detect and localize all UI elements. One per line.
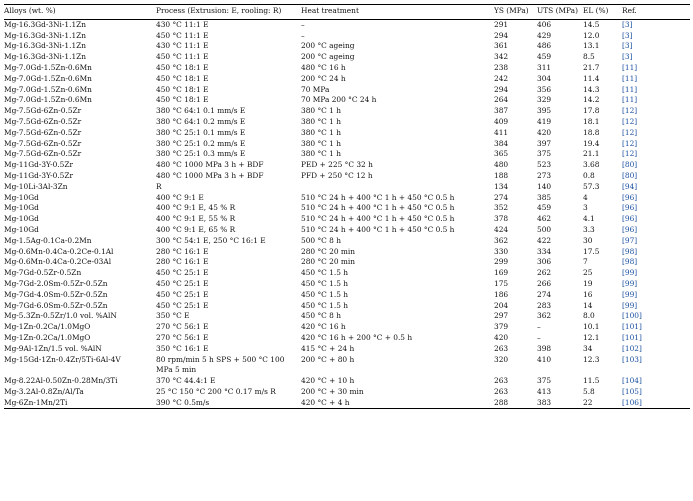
cell-el: 18.8 bbox=[583, 127, 600, 137]
cell-ref[interactable]: [99] bbox=[622, 278, 638, 288]
cell-uts: – bbox=[537, 332, 541, 342]
cell-heat-treatment: – bbox=[301, 30, 305, 40]
table-row bbox=[4, 236, 690, 247]
cell-alloy: Mg-16.3Gd-3Ni-1.1Zn bbox=[4, 19, 87, 29]
cell-heat-treatment: 200 °C + 30 min bbox=[301, 386, 364, 396]
cell-uts: 283 bbox=[537, 300, 552, 310]
cell-alloy: Mg-16.3Gd-3Ni-1.1Zn bbox=[4, 52, 87, 62]
cell-process: 380 °C 64:1 0.2 mm/s E bbox=[156, 116, 246, 126]
cell-uts: 383 bbox=[537, 398, 583, 409]
cell-uts: 306 bbox=[537, 257, 552, 267]
cell-ref[interactable]: [12] bbox=[622, 127, 638, 137]
table-row bbox=[4, 322, 690, 333]
cell-ys: 263 bbox=[494, 386, 509, 396]
table-row bbox=[4, 74, 690, 85]
cell-heat-treatment bbox=[301, 182, 494, 193]
cell-process: 380 °C 25:1 0.2 mm/s E bbox=[156, 138, 246, 148]
cell-process: 450 °C 25:1 E bbox=[156, 268, 209, 278]
cell-ref[interactable]: [104] bbox=[622, 376, 642, 386]
table-row bbox=[4, 268, 690, 279]
cell-ref[interactable]: [99] bbox=[622, 300, 638, 310]
cell-el: 21.7 bbox=[583, 62, 600, 72]
cell-ref[interactable]: [11] bbox=[622, 84, 638, 94]
cell-ref[interactable]: [11] bbox=[622, 73, 638, 83]
cell-uts: 413 bbox=[537, 386, 552, 396]
header-ys: YS (MPa) bbox=[494, 5, 537, 20]
table-row bbox=[4, 117, 690, 128]
cell-process: 390 °C 0.5m/s bbox=[156, 398, 301, 409]
cell-uts: 459 bbox=[537, 203, 552, 213]
cell-uts: 356 bbox=[537, 84, 552, 94]
cell-ys: 365 bbox=[494, 149, 509, 159]
cell-alloy: Mg-10Gd bbox=[4, 224, 39, 234]
cell-alloy: Mg-7.0Gd-1.5Zn-0.6Mn bbox=[4, 95, 92, 105]
cell-ref[interactable]: [3] bbox=[622, 52, 633, 62]
cell-heat-treatment: 380 °C 1 h bbox=[301, 127, 341, 137]
cell-el: 11.4 bbox=[583, 73, 600, 83]
cell-ys: 169 bbox=[494, 268, 509, 278]
cell-el: 17.8 bbox=[583, 106, 600, 116]
cell-process: 400 °C 9:1 E, 55 % R bbox=[156, 214, 236, 224]
cell-process: 430 °C 11:1 E bbox=[156, 19, 209, 29]
cell-ys: 175 bbox=[494, 278, 509, 288]
table-row bbox=[4, 398, 690, 409]
cell-process: 25 °C 150 °C 200 °C 0.17 m/s R bbox=[156, 386, 276, 396]
cell-ref[interactable]: [105] bbox=[622, 386, 642, 396]
cell-el: 19.4 bbox=[583, 138, 600, 148]
cell-heat-treatment: 200 °C 24 h bbox=[301, 73, 346, 83]
cell-process: 450 °C 25:1 E bbox=[156, 300, 209, 310]
cell-ys: 188 bbox=[494, 170, 509, 180]
cell-el: 5.8 bbox=[583, 386, 595, 396]
cell-process: 370 °C 44.4:1 E bbox=[156, 376, 216, 386]
cell-process: 380 °C 64:1 0.1 mm/s E bbox=[156, 106, 246, 116]
cell-alloy: Mg-7Gd-4.0Sm-0.5Zr-0.5Zn bbox=[4, 289, 108, 299]
cell-heat-treatment: 380 °C 1 h bbox=[301, 149, 341, 159]
cell-ys: 291 bbox=[494, 19, 509, 29]
cell-process: 450 °C 18:1 E bbox=[156, 73, 209, 83]
cell-el: 30 bbox=[583, 235, 593, 245]
table-row bbox=[4, 128, 690, 139]
cell-el: 14 bbox=[583, 300, 593, 310]
cell-heat-treatment: 480 °C 16 h bbox=[301, 62, 346, 72]
cell-heat-treatment: 510 °C 24 h + 400 °C 1 h + 450 °C 0.5 h bbox=[301, 214, 455, 224]
cell-ys: 362 bbox=[494, 235, 509, 245]
cell-ys: 342 bbox=[494, 52, 509, 62]
cell-alloy: Mg-11Gd-3Y-0.5Zr bbox=[4, 160, 74, 170]
cell-ref[interactable]: [96] bbox=[622, 214, 638, 224]
cell-uts: 523 bbox=[537, 160, 552, 170]
cell-ys: 299 bbox=[494, 257, 509, 267]
cell-uts: 459 bbox=[537, 52, 552, 62]
cell-heat-treatment: PFD + 250 °C 12 h bbox=[301, 170, 373, 180]
cell-ys: 420 bbox=[494, 332, 509, 342]
cell-uts: 334 bbox=[537, 246, 552, 256]
cell-el: 7 bbox=[583, 257, 588, 267]
cell-alloy: Mg-10Gd bbox=[4, 214, 39, 224]
table-row bbox=[4, 19, 690, 30]
cell-ys: 288 bbox=[494, 398, 537, 409]
header-process: Process (Extrusion: E, rooling: R) bbox=[156, 5, 301, 20]
table-row bbox=[4, 301, 690, 312]
cell-ys: 274 bbox=[494, 192, 509, 202]
cell-heat-treatment: 500 °C 8 h bbox=[301, 235, 341, 245]
table-row bbox=[4, 52, 690, 63]
cell-heat-treatment: 380 °C 1 h bbox=[301, 116, 341, 126]
cell-heat-treatment: 70 MPa bbox=[301, 84, 330, 94]
cell-heat-treatment: 420 °C + 4 h bbox=[301, 398, 494, 409]
cell-process: 400 °C 9:1 E, 65 % R bbox=[156, 224, 236, 234]
table-row bbox=[4, 160, 690, 171]
cell-ref[interactable]: [3] bbox=[622, 30, 633, 40]
cell-ys: 204 bbox=[494, 300, 509, 310]
table-body bbox=[4, 19, 690, 409]
cell-alloy: Mg-10Gd bbox=[4, 203, 39, 213]
cell-uts: 395 bbox=[537, 106, 552, 116]
cell-ys: 480 bbox=[494, 160, 509, 170]
cell-el: 22 bbox=[583, 398, 622, 409]
cell-el: 0.8 bbox=[583, 170, 595, 180]
cell-heat-treatment: 450 °C 1.5 h bbox=[301, 278, 349, 288]
cell-heat-treatment: 510 °C 24 h + 400 °C 1 h + 450 °C 0.5 h bbox=[301, 192, 455, 202]
cell-ref[interactable]: [94] bbox=[622, 181, 638, 191]
cell-heat-treatment: 415 °C + 24 h bbox=[301, 343, 355, 353]
table-row bbox=[4, 355, 690, 377]
cell-el: 3 bbox=[583, 203, 588, 213]
header-alloys: Alloys (wt. %) bbox=[4, 5, 156, 20]
cell-el: 14.3 bbox=[583, 84, 600, 94]
cell-ref[interactable]: [98] bbox=[622, 246, 638, 256]
cell-uts: 375 bbox=[537, 376, 552, 386]
cell-heat-treatment: 450 °C 8 h bbox=[301, 311, 341, 321]
cell-process: 400 °C 9:1 E bbox=[156, 192, 204, 202]
cell-ys: 352 bbox=[494, 203, 509, 213]
cell-uts: 406 bbox=[537, 19, 552, 29]
cell-ys: 411 bbox=[494, 127, 509, 137]
cell-process: 480 °C 1000 MPa 3 h + BDF bbox=[156, 170, 264, 180]
cell-uts: 385 bbox=[537, 192, 552, 202]
table-row bbox=[4, 203, 690, 214]
cell-heat-treatment: 450 °C 1.5 h bbox=[301, 289, 349, 299]
cell-alloy: Mg-5.3Zn-0.5Zr/1.0 vol. %AlN bbox=[4, 311, 117, 321]
table-row bbox=[4, 311, 690, 322]
cell-ys: 387 bbox=[494, 106, 509, 116]
cell-alloy: Mg-7Gd-6.0Sm-0.5Zr-0.5Zn bbox=[4, 300, 108, 310]
cell-process: 450 °C 11:1 E bbox=[156, 30, 209, 40]
table-row bbox=[4, 290, 690, 301]
table-row bbox=[4, 387, 690, 398]
cell-uts: 273 bbox=[537, 170, 552, 180]
cell-alloy: Mg-11Gd-3Y-0.5Zr bbox=[4, 170, 74, 180]
cell-ref[interactable]: [99] bbox=[622, 268, 638, 278]
cell-ys: 186 bbox=[494, 289, 509, 299]
cell-process: 280 °C 16:1 E bbox=[156, 246, 209, 256]
cell-el: 10.1 bbox=[583, 322, 600, 332]
cell-uts: 422 bbox=[537, 235, 552, 245]
cell-el: 12.3 bbox=[583, 354, 600, 364]
cell-ref[interactable]: [12] bbox=[622, 106, 638, 116]
cell-alloy: Mg-16.3Gd-3Ni-1.1Zn bbox=[4, 41, 87, 51]
cell-ref[interactable]: [96] bbox=[622, 224, 638, 234]
cell-ref[interactable]: [3] bbox=[622, 19, 633, 29]
cell-alloy: Mg-7.5Gd-6Zn-0.5Zr bbox=[4, 149, 82, 159]
cell-ref[interactable]: [11] bbox=[622, 95, 638, 105]
cell-ys: 384 bbox=[494, 138, 509, 148]
cell-uts: 397 bbox=[537, 138, 552, 148]
cell-process: 450 °C 18:1 E bbox=[156, 62, 209, 72]
cell-alloy: Mg-7.0Gd-1.5Zn-0.6Mn bbox=[4, 62, 92, 72]
cell-process: 400 °C 9:1 E, 45 % R bbox=[156, 203, 236, 213]
cell-ref[interactable]: [3] bbox=[622, 41, 633, 51]
cell-process: 300 °C 54:1 E, 250 °C 16:1 E bbox=[156, 235, 266, 245]
cell-ref[interactable]: [102] bbox=[622, 343, 642, 353]
cell-alloy: Mg-7.5Gd-6Zn-0.5Zr bbox=[4, 127, 82, 137]
cell-alloy: Mg-7Gd-0.5Zr-0.5Zn bbox=[4, 268, 82, 278]
cell-process: 280 °C 16:1 E bbox=[156, 257, 209, 267]
cell-ys: 330 bbox=[494, 246, 509, 256]
cell-el: 25 bbox=[583, 268, 593, 278]
cell-ref[interactable]: [99] bbox=[622, 289, 638, 299]
cell-ys: 264 bbox=[494, 95, 509, 105]
cell-heat-treatment: 420 °C + 10 h bbox=[301, 376, 355, 386]
cell-alloy: Mg-7.5Gd-6Zn-0.5Zr bbox=[4, 116, 82, 126]
table-row bbox=[4, 106, 690, 117]
cell-uts: 262 bbox=[537, 268, 552, 278]
table-row bbox=[4, 214, 690, 225]
cell-el: 8.5 bbox=[583, 52, 595, 62]
table-row bbox=[4, 376, 690, 387]
table-row bbox=[4, 182, 690, 193]
table-row bbox=[4, 63, 690, 74]
cell-uts: 419 bbox=[537, 116, 552, 126]
cell-heat-treatment: 280 °C 20 min bbox=[301, 257, 356, 267]
cell-alloy: Mg-1Zn-0.2Ca/1.0MgO bbox=[4, 322, 91, 332]
cell-ys: 378 bbox=[494, 214, 509, 224]
table-row bbox=[4, 333, 690, 344]
cell-el: 14.2 bbox=[583, 95, 600, 105]
cell-process: 270 °C 56:1 E bbox=[156, 322, 209, 332]
cell-heat-treatment: 380 °C 1 h bbox=[301, 106, 341, 116]
header-uts: UTS (MPa) bbox=[537, 5, 583, 20]
cell-ref[interactable]: [12] bbox=[622, 116, 638, 126]
table-row bbox=[4, 193, 690, 204]
cell-process: 80 rpm/min 5 h SPS + 500 °C 100 MPa 5 min bbox=[156, 354, 285, 375]
cell-el: 11.5 bbox=[583, 376, 600, 386]
cell-el: 57.3 bbox=[583, 181, 600, 191]
cell-alloy: Mg-6Zn-1Mn/2Ti bbox=[4, 398, 156, 409]
table-row bbox=[4, 139, 690, 150]
cell-ys: 242 bbox=[494, 73, 509, 83]
cell-ref[interactable]: [96] bbox=[622, 203, 638, 213]
table-row bbox=[4, 31, 690, 42]
table-row bbox=[4, 344, 690, 355]
table-row bbox=[4, 279, 690, 290]
cell-ys: 238 bbox=[494, 62, 509, 72]
cell-uts: 140 bbox=[537, 181, 552, 191]
cell-ys: 320 bbox=[494, 354, 509, 364]
cell-heat-treatment: 200 °C ageing bbox=[301, 52, 355, 62]
cell-el: 3.3 bbox=[583, 224, 595, 234]
cell-ref[interactable]: [101] bbox=[622, 332, 642, 342]
cell-heat-treatment: 510 °C 24 h + 400 °C 1 h + 450 °C 0.5 h bbox=[301, 224, 455, 234]
cell-el: 12.0 bbox=[583, 30, 600, 40]
cell-process: 380 °C 25:1 0.1 mm/s E bbox=[156, 127, 246, 137]
cell-el: 16 bbox=[583, 289, 593, 299]
table-row bbox=[4, 257, 690, 268]
cell-process: 450 °C 18:1 E bbox=[156, 95, 209, 105]
cell-heat-treatment: 70 MPa 200 °C 24 h bbox=[301, 95, 377, 105]
cell-alloy: Mg-16.3Gd-3Ni-1.1Zn bbox=[4, 30, 87, 40]
cell-uts: 429 bbox=[537, 30, 552, 40]
table-row bbox=[4, 171, 690, 182]
cell-alloy: Mg-7.5Gd-6Zn-0.5Zr bbox=[4, 138, 82, 148]
cell-uts: 304 bbox=[537, 73, 552, 83]
cell-el: 34 bbox=[583, 343, 593, 353]
cell-alloy: Mg-7Gd-2.0Sm-0.5Zr-0.5Zn bbox=[4, 278, 108, 288]
cell-el: 13.1 bbox=[583, 41, 600, 51]
cell-process: 350 °C 16:1 E bbox=[156, 343, 209, 353]
header-heat-treatment: Heat treatment bbox=[301, 5, 494, 20]
cell-uts: 486 bbox=[537, 41, 552, 51]
cell-alloy: Mg-1Zn-0.2Ca/1.0MgO bbox=[4, 332, 91, 342]
table-row bbox=[4, 95, 690, 106]
cell-ys: 263 bbox=[494, 343, 509, 353]
cell-alloy: Mg-8.22Al-0.50Zn-0.28Mn/3Ti bbox=[4, 376, 118, 386]
cell-ys: 134 bbox=[494, 181, 509, 191]
cell-uts: – bbox=[537, 322, 541, 332]
cell-ref[interactable]: [80] bbox=[622, 170, 638, 180]
cell-ys: 424 bbox=[494, 224, 509, 234]
cell-process: 450 °C 25:1 E bbox=[156, 289, 209, 299]
cell-ref[interactable]: [101] bbox=[622, 322, 642, 332]
cell-ys: 361 bbox=[494, 41, 509, 51]
cell-uts: 462 bbox=[537, 214, 552, 224]
cell-uts: 329 bbox=[537, 95, 552, 105]
cell-heat-treatment: 450 °C 1.5 h bbox=[301, 300, 349, 310]
cell-process: 450 °C 11:1 E bbox=[156, 52, 209, 62]
cell-heat-treatment: 380 °C 1 h bbox=[301, 138, 341, 148]
cell-process: 480 °C 1000 MPa 3 h + BDF bbox=[156, 160, 264, 170]
header-el: EL (%) bbox=[583, 5, 622, 20]
cell-el: 17.5 bbox=[583, 246, 600, 256]
cell-alloy: Mg-3.2Al-0.8Zn/Al/Ta bbox=[4, 386, 84, 396]
cell-uts: 274 bbox=[537, 289, 552, 299]
cell-alloy: Mg-15Gd-1Zn-0.4Zr/5Ti-6Al-4V bbox=[4, 354, 121, 364]
cell-el: 3.68 bbox=[583, 160, 600, 170]
cell-ref[interactable]: [100] bbox=[622, 311, 642, 321]
cell-process: 450 °C 25:1 E bbox=[156, 278, 209, 288]
cell-el: 18.1 bbox=[583, 116, 600, 126]
cell-uts: 266 bbox=[537, 278, 552, 288]
cell-process: 350 °C E bbox=[156, 311, 190, 321]
cell-ref[interactable]: [12] bbox=[622, 138, 638, 148]
cell-el: 21.1 bbox=[583, 149, 600, 159]
table-row bbox=[4, 85, 690, 96]
cell-ref[interactable]: [12] bbox=[622, 149, 638, 159]
cell-uts: 362 bbox=[537, 311, 552, 321]
cell-heat-treatment: PED + 225 °C 32 h bbox=[301, 160, 373, 170]
cell-ref[interactable]: [80] bbox=[622, 160, 638, 170]
cell-el: 14.5 bbox=[583, 19, 600, 29]
cell-ys: 294 bbox=[494, 84, 509, 94]
cell-heat-treatment: 510 °C 24 h + 400 °C 1 h + 450 °C 0.5 h bbox=[301, 203, 455, 213]
cell-ref[interactable]: [98] bbox=[622, 257, 638, 267]
cell-ys: 379 bbox=[494, 322, 509, 332]
table-row bbox=[4, 247, 690, 258]
cell-process: 270 °C 56:1 E bbox=[156, 332, 209, 342]
cell-alloy: Mg-7.0Gd-1.5Zn-0.6Mn bbox=[4, 73, 92, 83]
cell-process: R bbox=[156, 181, 162, 191]
cell-heat-treatment: 420 °C 16 h bbox=[301, 322, 346, 332]
cell-alloy: Mg-10Li-3Al-3Zn bbox=[4, 181, 68, 191]
cell-ref[interactable]: [106] bbox=[622, 398, 690, 409]
header-ref: Ref. bbox=[622, 5, 690, 20]
cell-ys: 294 bbox=[494, 30, 509, 40]
cell-el: 4.1 bbox=[583, 214, 595, 224]
cell-heat-treatment: 280 °C 20 min bbox=[301, 246, 356, 256]
cell-heat-treatment: 420 °C 16 h + 200 °C + 0.5 h bbox=[301, 332, 413, 342]
cell-ys: 263 bbox=[494, 376, 509, 386]
table-row bbox=[4, 149, 690, 160]
cell-heat-treatment: 200 °C + 80 h bbox=[301, 354, 355, 364]
cell-process: 450 °C 18:1 E bbox=[156, 84, 209, 94]
cell-el: 19 bbox=[583, 278, 593, 288]
cell-ref[interactable]: [103] bbox=[622, 354, 642, 364]
cell-process: 380 °C 25:1 0.3 mm/s E bbox=[156, 149, 246, 159]
cell-uts: 311 bbox=[537, 62, 552, 72]
cell-el: 4 bbox=[583, 192, 588, 202]
cell-ys: 409 bbox=[494, 116, 509, 126]
cell-el: 8.0 bbox=[583, 311, 595, 321]
cell-uts: 398 bbox=[537, 343, 552, 353]
table-row bbox=[4, 41, 690, 52]
cell-alloy: Mg-1.5Ag-0.1Ca-0.2Mn bbox=[4, 235, 92, 245]
cell-ref[interactable]: [11] bbox=[622, 62, 638, 72]
cell-alloy: Mg-9Al-1Zn/1.5 vol. %AlN bbox=[4, 343, 102, 353]
cell-alloy: Mg-0.6Mn-0.4Ca-0.2Ce-0.1Al bbox=[4, 246, 114, 256]
cell-process: 430 °C 11:1 E bbox=[156, 41, 209, 51]
cell-ref[interactable]: [97] bbox=[622, 235, 638, 245]
cell-el: 12.1 bbox=[583, 332, 600, 342]
cell-uts: 500 bbox=[537, 224, 552, 234]
cell-alloy: Mg-7.5Gd-6Zn-0.5Zr bbox=[4, 106, 82, 116]
cell-uts: 420 bbox=[537, 127, 552, 137]
cell-ys: 297 bbox=[494, 311, 509, 321]
cell-uts: 410 bbox=[537, 354, 552, 364]
cell-heat-treatment: 200 °C ageing bbox=[301, 41, 355, 51]
cell-alloy: Mg-7.0Gd-1.5Zn-0.6Mn bbox=[4, 84, 92, 94]
cell-alloy: Mg-0.6Mn-0.4Ca-0.2Ce-03Al bbox=[4, 257, 112, 267]
alloy-properties-table bbox=[4, 4, 690, 409]
table-header-row bbox=[4, 5, 690, 20]
cell-heat-treatment: 450 °C 1.5 h bbox=[301, 268, 349, 278]
table-row bbox=[4, 225, 690, 236]
cell-heat-treatment: – bbox=[301, 19, 305, 29]
cell-alloy: Mg-10Gd bbox=[4, 192, 39, 202]
cell-ref[interactable]: [96] bbox=[622, 192, 638, 202]
cell-uts: 375 bbox=[537, 149, 552, 159]
